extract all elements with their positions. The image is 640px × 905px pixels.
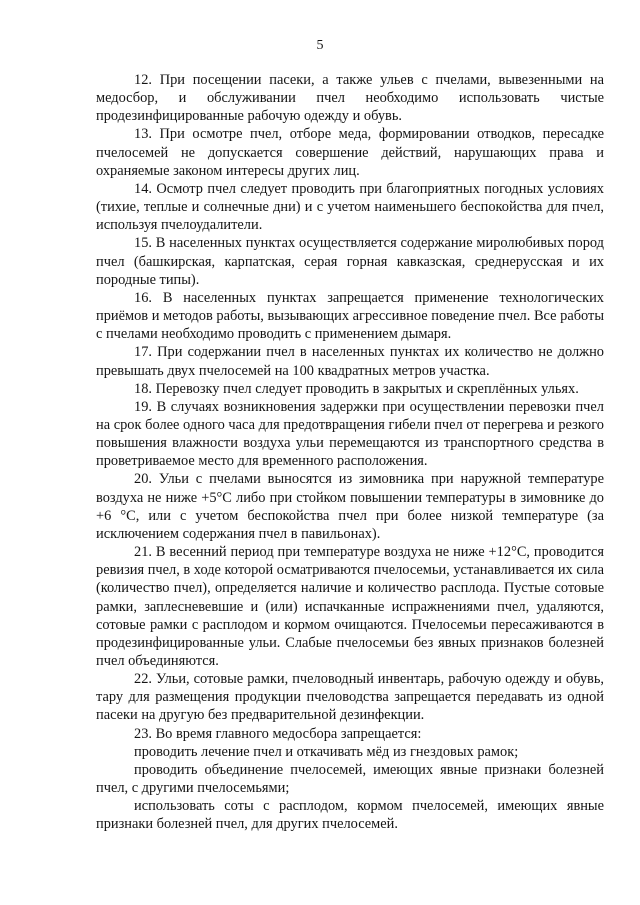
- paragraph-19: 19. В случаях возникновения задержки при осуществлении перевозки пчел на срок более одного часа для предотвращения гибели пчел от перегрева и резкого повышения влажности воздуха ульи перемещаются из транспортного средства в проветриваемое место для временного расположения.: [96, 398, 604, 470]
- paragraph-13: 13. При осмотре пчел, отборе меда, формировании отводков, пересадке пчелосемей не допускается совершение действий, нарушающих права и охраняемые законом интересы других лиц.: [96, 126, 604, 179]
- paragraph-17: 17. При содержании пчел в населенных пунктах их количество не должно превышать двух пчелосемей на 100 квадратных метров участка.: [96, 344, 604, 379]
- paragraph-12: 12. При посещении пасеки, а также ульев с пчелами, вывезенными на медосбор, и обслуживании пчел необходимо использовать чистые продезинфицированные рабочую одежду и обувь.: [96, 72, 604, 125]
- page-number: 5: [316, 38, 324, 53]
- paragraph-20: 20. Ульи с пчелами выносятся из зимовника при наружной температуре воздуха не ниже +5°С либо при стойком повышении температуры в зимовнике до +6 °С, или с учетом беспокойства пчел при более низкой температуре (за исключением содержания пчел в павильонах).: [96, 471, 604, 542]
- paragraph-21: 21. В весенний период при температуре воздуха не ниже +12°С, проводится ревизия пчел, в ходе которой осматриваются пчелосемьи, устанавливается их сила (количество пчел), определяется наличие и количество расплода. Пустые сотовые рамки, заплесневевшие и (или) испачканные испражнениями пчел, удаляются, сотовые рамки с расплодом и кормом очищаются. Пчелосемьи пересаживаются в продезинфицированные ульи. Слабые пчелосемьи без явных признаков болезней пчел объединяются.: [96, 544, 604, 669]
- list-item-merging: проводить объединение пчелосемей, имеющих явные признаки болезней пчел, с другими пчелосемьями;: [96, 761, 604, 797]
- paragraph-16: 16. В населенных пунктах запрещается применение технологических приёмов и методов работы, вызывающих агрессивное поведение пчел. Все работы с пчелами необходимо проводить с применением дымаря.: [96, 289, 604, 343]
- paragraph-18: 18. Перевозку пчел следует проводить в закрытых и скреплённых ульях.: [134, 380, 579, 397]
- paragraph-22: 22. Ульи, сотовые рамки, пчеловодный инвентарь, рабочую одежду и обувь, тару для размещения продукции пчеловодства запрещается передавать из одной пасеки на другую без предварительной дезинфекции.: [96, 671, 604, 724]
- paragraph-15: 15. В населенных пунктах осуществляется содержание миролюбивых пород пчел (башкирская, карпатская, серая горная кавказская, среднерусская и их породные типы).: [96, 235, 604, 288]
- list-item-combs: использовать соты с расплодом, кормом пчелосемей, имеющих явные признаки болезней пчел, для других пчелосемей.: [96, 798, 604, 833]
- paragraph-23: 23. Во время главного медосбора запрещается:: [134, 725, 422, 742]
- paragraph-14: 14. Осмотр пчел следует проводить при благоприятных погодных условиях (тихие, теплые и солнечные дни) и с учетом наименьшего беспокойства для пчел, используя пчелоудалители.: [96, 180, 604, 234]
- list-item-treatment: проводить лечение пчел и откачивать мёд из гнездовых рамок;: [134, 743, 519, 760]
- document-body: [96, 71, 604, 834]
